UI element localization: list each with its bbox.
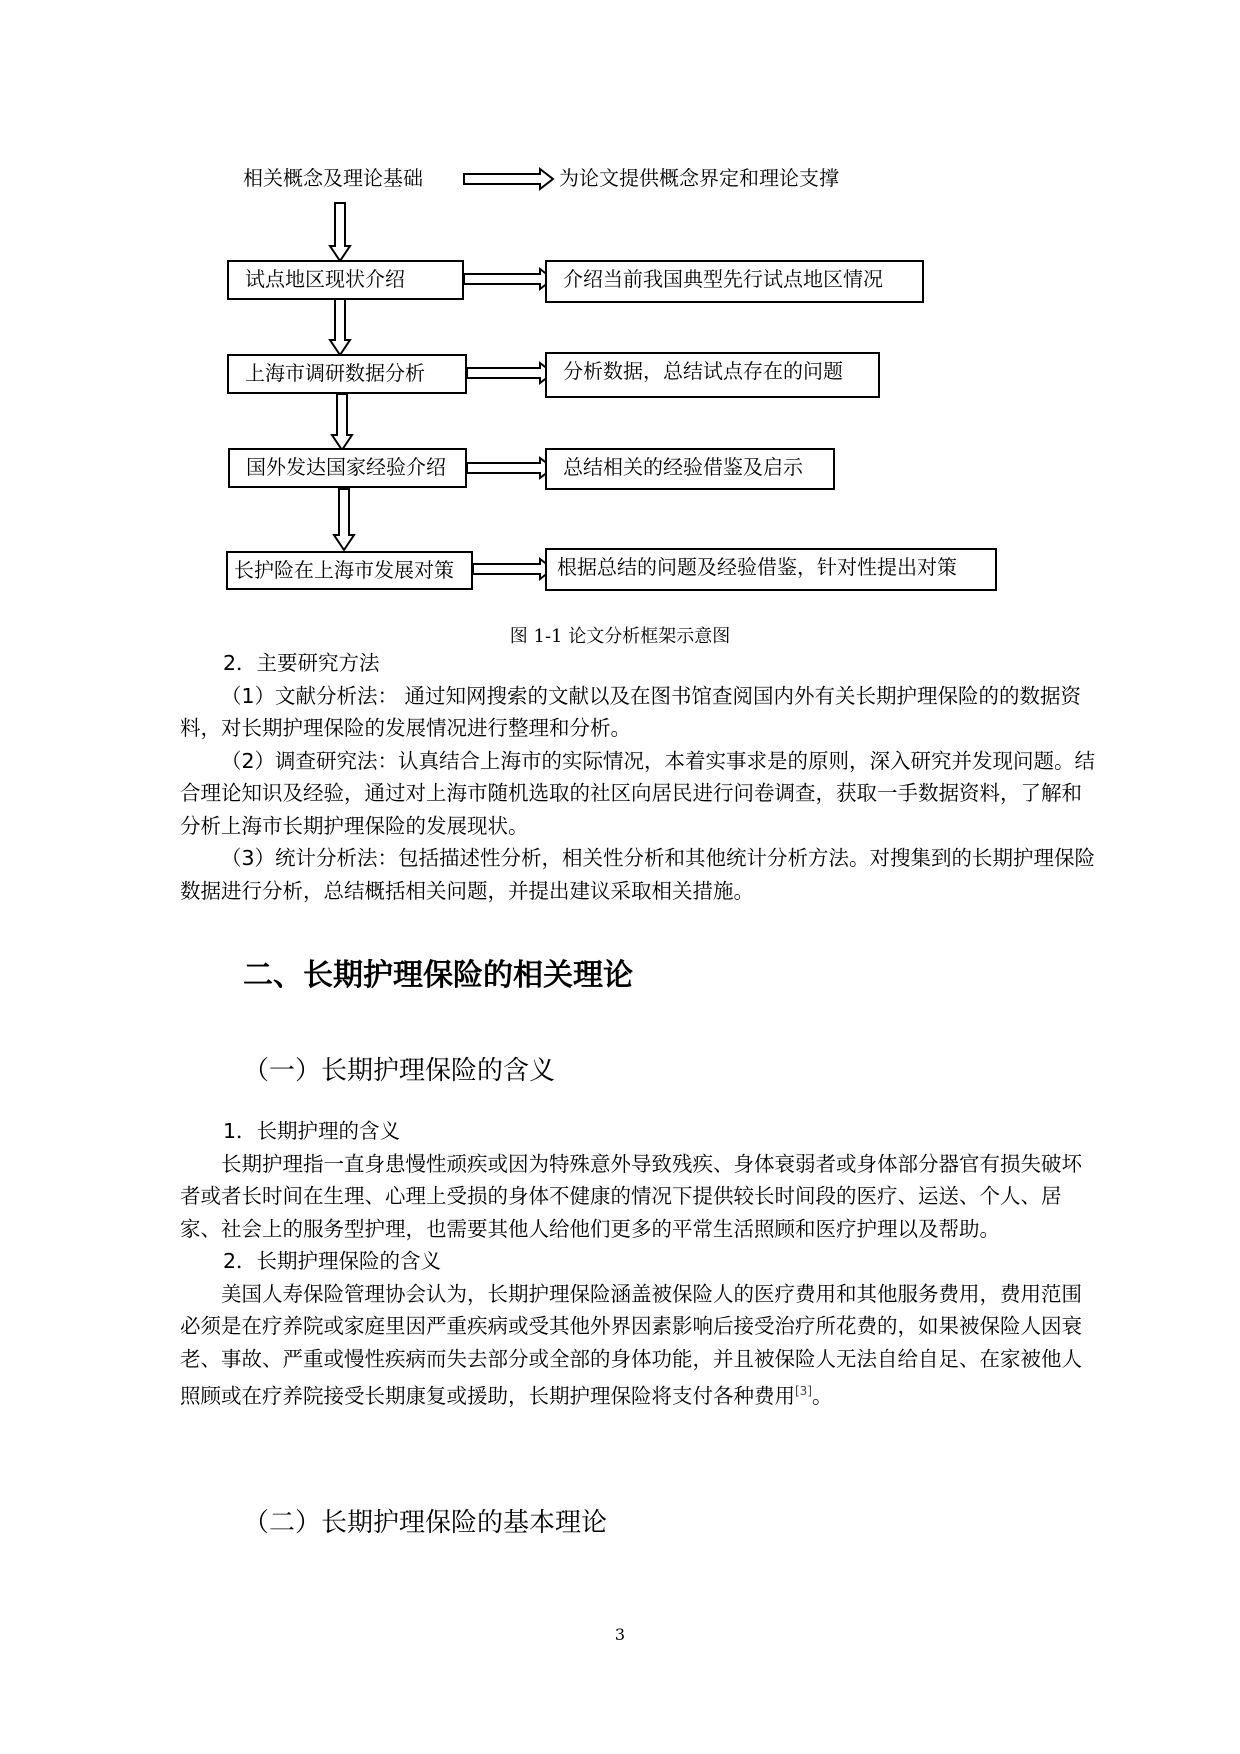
figure-caption: 图 1-1 论文分析框架示意图 (509, 626, 731, 647)
subheading-ltc-insurance: 2．长期护理保险的含义 (223, 1249, 442, 1273)
research-methods-section (180, 647, 1100, 907)
arrow-down-1 (330, 203, 350, 261)
method-survey-paragraph: （2）调查研究法：认真结合上海市的实际情况，本着实事求是的原则，深入研究并发现问题。结合理论知识及经验，通过对上海市随机选取的社区向居民进行问卷调查，获取一手数据资料，了解和分析上海市长期护理保险的发展现状。 (180, 748, 1096, 838)
subheading-long-term-care: 1．长期护理的含义 (223, 1119, 401, 1143)
citation-marker: [3] (795, 1384, 812, 1398)
ltc-insurance-paragraph (180, 1278, 1100, 1413)
arrow-right-2 (464, 269, 553, 289)
flow-result-shanghai-data: 分析数据，总结试点存在的问题 (545, 352, 880, 398)
methods-heading: 2．主要研究方法 (223, 651, 380, 675)
flowchart-arrows (0, 0, 1240, 640)
flow-step-foreign-experience: 国外发达国家经验介绍 (228, 448, 467, 488)
ltc-insurance-text: 美国人寿保险管理协会认为，长期护理保险涵盖被保险人的医疗费用和其他服务费用，费用范围必须是在疗养院或家庭里因严重疾病或受其他外界因素影响后接受治疗所花费的，如果被保险人因衰老、事故、严重或慢性疾病而失去部分或全部的身体功能，并且被保险人无法自给自足、在家被他人照顾或在疗养院接受长期康复或援助，长期护理保险将支付各种费用 (180, 1281, 1082, 1408)
section-title-basic-theory: （二）长期护理保险的基本理论 (243, 1508, 608, 1538)
ltc-insurance-end: 。 (812, 1383, 833, 1408)
flow-step-pilot-areas: 试点地区现状介绍 (227, 260, 464, 300)
arrow-down-4 (334, 489, 354, 550)
arrow-right-3 (467, 363, 553, 383)
section-title-meaning: （一）长期护理保险的含义 (243, 1056, 556, 1086)
section-meaning-body (180, 1115, 1100, 1412)
arrow-right-5 (473, 559, 553, 579)
arrow-down-2 (330, 299, 350, 355)
arrow-down-3 (332, 394, 352, 450)
long-term-care-paragraph: 长期护理指一直身患慢性顽疾或因为特殊意外导致残疾、身体衰弱者或身体部分器官有损失破坏者或者长时间在生理、心理上受损的身体不健康的情况下提供较长时间段的医疗、运送、个人、居家、社会上的服务型护理，也需要其他人给他们更多的平常生活照顾和医疗护理以及帮助。 (180, 1151, 1082, 1241)
flow-result-shanghai-strategy: 根据总结的问题及经验借鉴，针对性提出对策 (545, 548, 997, 591)
flow-result-concepts: 为论文提供概念界定和理论支撑 (559, 166, 839, 190)
method-literature-paragraph: （1）文献分析法： 通过知网搜索的文献以及在图书馆查阅国内外有关长期护理保险的的数据资料，对长期护理保险的发展情况进行整理和分析。 (180, 683, 1082, 740)
chapter-title: 二、长期护理保险的相关理论 (243, 958, 633, 993)
flow-step-shanghai-data: 上海市调研数据分析 (227, 354, 467, 394)
page-number: 3 (614, 1625, 626, 1644)
arrow-right-4 (467, 458, 553, 478)
flow-result-foreign-experience: 总结相关的经验借鉴及启示 (545, 448, 835, 490)
arrow-right-1 (464, 169, 553, 189)
flow-step-concepts: 相关概念及理论基础 (243, 166, 423, 190)
flow-step-shanghai-strategy: 长护险在上海市发展对策 (226, 551, 473, 590)
method-statistics-paragraph: （3）统计分析法：包括描述性分析，相关性分析和其他统计分析方法。对搜集到的长期护理保险数据进行分析，总结概括相关问题，并提出建议采取相关措施。 (180, 846, 1096, 903)
flow-result-pilot-areas: 介绍当前我国典型先行试点地区情况 (545, 260, 924, 303)
